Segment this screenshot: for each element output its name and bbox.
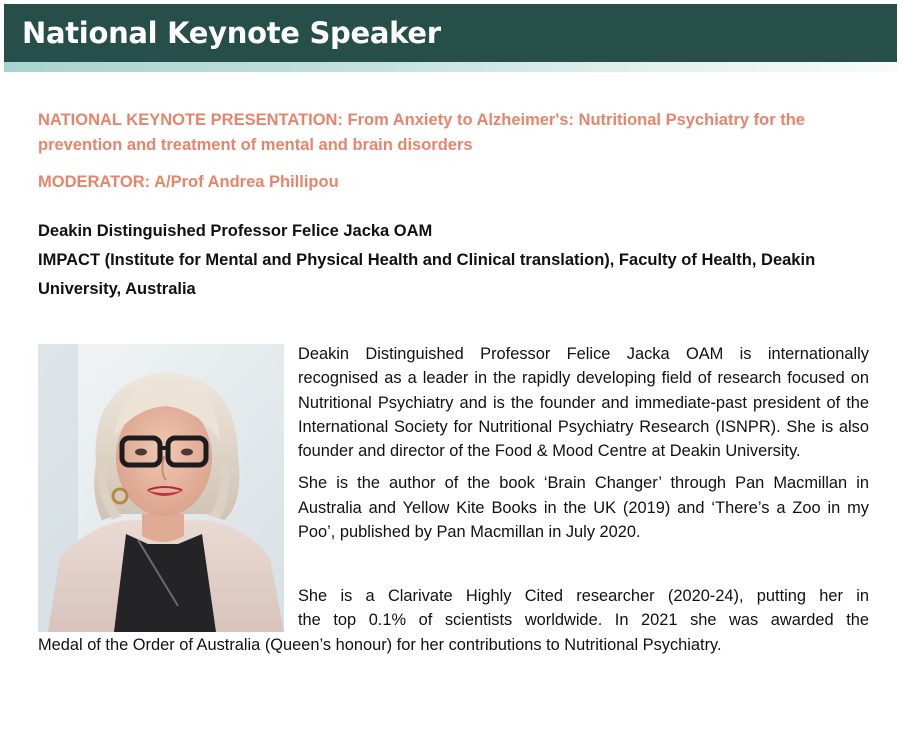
header-banner xyxy=(4,4,897,62)
bio-paragraph-3-line-1: She is a Clarivate Highly Cited researcher (2020-24), putting her in xyxy=(298,587,869,605)
speaker-bio xyxy=(298,342,869,552)
speaker-name: Deakin Distinguished Professor Felice Jacka OAM xyxy=(38,222,433,240)
presentation-title: NATIONAL KEYNOTE PRESENTATION: From Anxiety to Alzheimer's: Nutritional Psychiatry for the prevention and treatment of mental and brain disorders xyxy=(38,111,805,154)
banner-gradient-strip xyxy=(4,62,897,72)
moderator-line: MODERATOR: A/Prof Andrea Phillipou xyxy=(38,173,339,191)
bio-paragraph-3-line-2: the top 0.1% of scientists worldwide. In 2021 she was awarded the xyxy=(298,611,869,630)
bio-paragraph-2: She is the author of the book ‘Brain Changer’ through Pan Macmillan in Australia and Yellow Kite Books in the UK (2019) and ‘There’s a Zoo in my Poo’, published by Pan Macmillan in July 2020. xyxy=(298,474,869,542)
page-title: National Keynote Speaker xyxy=(22,16,441,50)
bio-paragraph-3 xyxy=(38,584,869,657)
speaker-affiliation: IMPACT (Institute for Mental and Physical Health and Clinical translation), Faculty of Health, Deakin University, Australia xyxy=(38,251,816,298)
bio-paragraph-3-line-3: Medal of the Order of Australia (Queen’s honour) for her contributions to Nutritional Psychiatry. xyxy=(38,635,722,654)
bio-paragraph-1: Deakin Distinguished Professor Felice Jacka OAM is internationally recognised as a leader in the rapidly developing field of research focused on Nutritional Psychiatry and is the founder and immediate-past president of the International Society for Nutritional Psychiatry Research (ISNPR). She is also founder and director of the Food & Mood Centre at Deakin University. xyxy=(298,345,869,461)
